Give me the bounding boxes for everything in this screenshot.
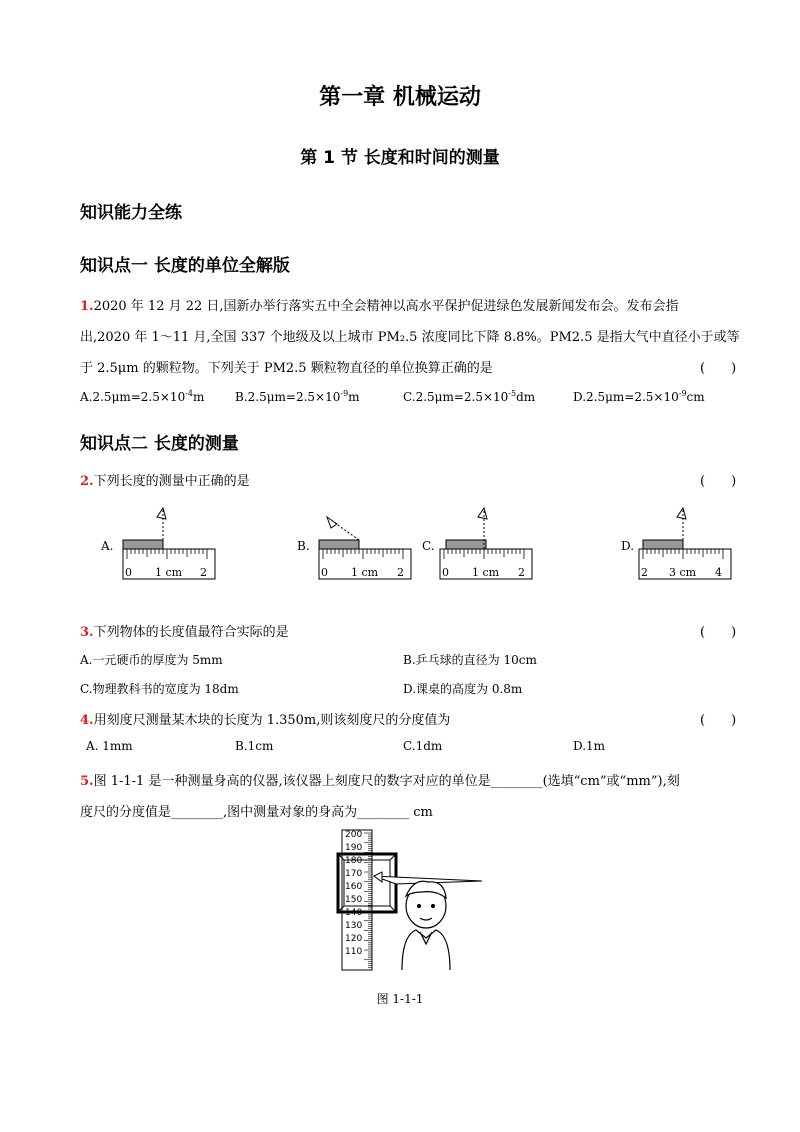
question-3-answer-paren: ( ) [700,625,737,640]
svg-text:0: 0 [125,566,132,579]
question-3-number: 3. [80,625,94,640]
ruler-d-letter: D. [621,539,635,553]
question-4-option-a: A. 1mm [86,739,133,753]
question-4-number: 4. [80,713,94,728]
eye-icon [677,508,686,519]
question-1-number: 1. [80,299,94,314]
question-2-stem: 2.下列长度的测量中正确的是 [80,474,250,489]
svg-text:2: 2 [200,566,207,579]
eye-icon [157,508,166,519]
scale-label-120: 120 [345,934,363,944]
ruler-diagram-c [420,505,545,585]
question-5-line-2: 度尺的分度值是________,图中测量对象的身高为________ cm [80,805,433,820]
section-heading: 知识能力全练 [80,203,182,223]
svg-text:3 cm: 3 cm [669,566,697,579]
scale-label-110: 110 [345,947,363,957]
ruler-diagram-b [295,505,420,585]
scale-label-170: 170 [345,869,363,879]
eye-icon [478,508,487,519]
scale-label-180: 180 [345,856,363,866]
question-1-line-3: 于 2.5μm 的颗粒物。下列关于 PM2.5 颗粒物直径的单位换算正确的是 [80,361,493,376]
scale-label-190: 190 [345,843,363,853]
ruler-diagram-d [615,505,740,585]
question-3-option-c: C.物理教科书的宽度为 18dm [80,682,239,696]
person-icon [402,881,450,970]
knowledge-point-2-heading: 知识点二 长度的测量 [80,434,239,454]
question-2-number: 2. [80,474,94,489]
question-2-answer-paren: ( ) [700,474,737,489]
svg-text:4: 4 [715,566,722,579]
svg-text:1 cm: 1 cm [155,566,183,579]
question-1-line-2: 出,2020 年 1～11 月,全国 337 个地级及以上城市 PM₂.5 浓度同比下降 8.8%。PM2.5 是指大气中直径小于或等 [80,330,740,345]
scale-label-200: 200 [345,830,363,840]
question-4-answer-paren: ( ) [700,713,737,728]
question-3-stem: 3.下列物体的长度值最符合实际的是 [80,625,289,640]
scale-label-130: 130 [345,921,363,931]
ruler-b-letter: B. [297,539,310,553]
question-4-option-c: C.1dm [403,739,443,753]
ruler-diagram-a [95,505,220,585]
question-4-option-b: B.1cm [235,739,274,753]
question-1-line-1: 1.2020 年 12 月 22 日,国新办举行落实五中全会精神以高水平保护促进绿色发展新闻发布会。发布会指 [80,299,679,314]
scale-label-160: 160 [345,882,363,892]
question-5-line-1: 5.图 1-1-1 是一种测量身高的仪器,该仪器上刻度尺的数字对应的单位是________(选填“cm”或“mm”),刻 [80,774,680,789]
section-title: 第 1 节 长度和时间的测量 [300,148,500,168]
ruler-c-letter: C. [422,539,435,553]
question-1-option-a: $A.2.5\mu m=2.5\times 10^{-4}m$ [80,389,205,404]
svg-text:2: 2 [518,566,525,579]
question-1-option-c: $C.2.5\mu m=2.5\times 10^{-5}dm$ [403,389,536,404]
knowledge-point-1-heading: 知识点一 长度的单位全解版 [80,256,290,276]
question-1-option-b: $B.2.5\mu m=2.5\times 10^{-9}m$ [235,389,360,404]
ruler-a-letter: A. [101,539,114,553]
question-4-option-d: D.1m [573,739,606,753]
question-3-option-d: D.课桌的高度为 0.8m [403,682,523,696]
svg-text:0: 0 [442,566,449,579]
question-3-option-a: A.一元硬币的厚度为 5mm [80,653,223,667]
height-measure-figure [322,826,487,976]
pointer-arrow-icon [374,872,382,882]
svg-text:1 cm: 1 cm [351,566,379,579]
question-1-option-d: $D.2.5\mu m=2.5\times 10^{-9}cm$ [573,389,705,404]
eye-icon [327,517,337,528]
chapter-title: 第一章 机械运动 [319,85,481,110]
question-3-option-b: B.乒乓球的直径为 10cm [403,653,537,667]
svg-text:2: 2 [641,566,648,579]
svg-text:1 cm: 1 cm [472,566,500,579]
question-4-stem: 4.用刻度尺测量某木块的长度为 1.350m,则该刻度尺的分度值为 [80,713,451,728]
scale-label-140: 140 [345,908,363,918]
scale-label-150: 150 [345,895,363,905]
svg-text:2: 2 [397,566,404,579]
figure-caption: 图 1-1-1 [376,992,424,1006]
question-1-answer-paren: ( ) [700,361,737,376]
question-5-number: 5. [80,774,94,789]
svg-text:0: 0 [321,566,328,579]
